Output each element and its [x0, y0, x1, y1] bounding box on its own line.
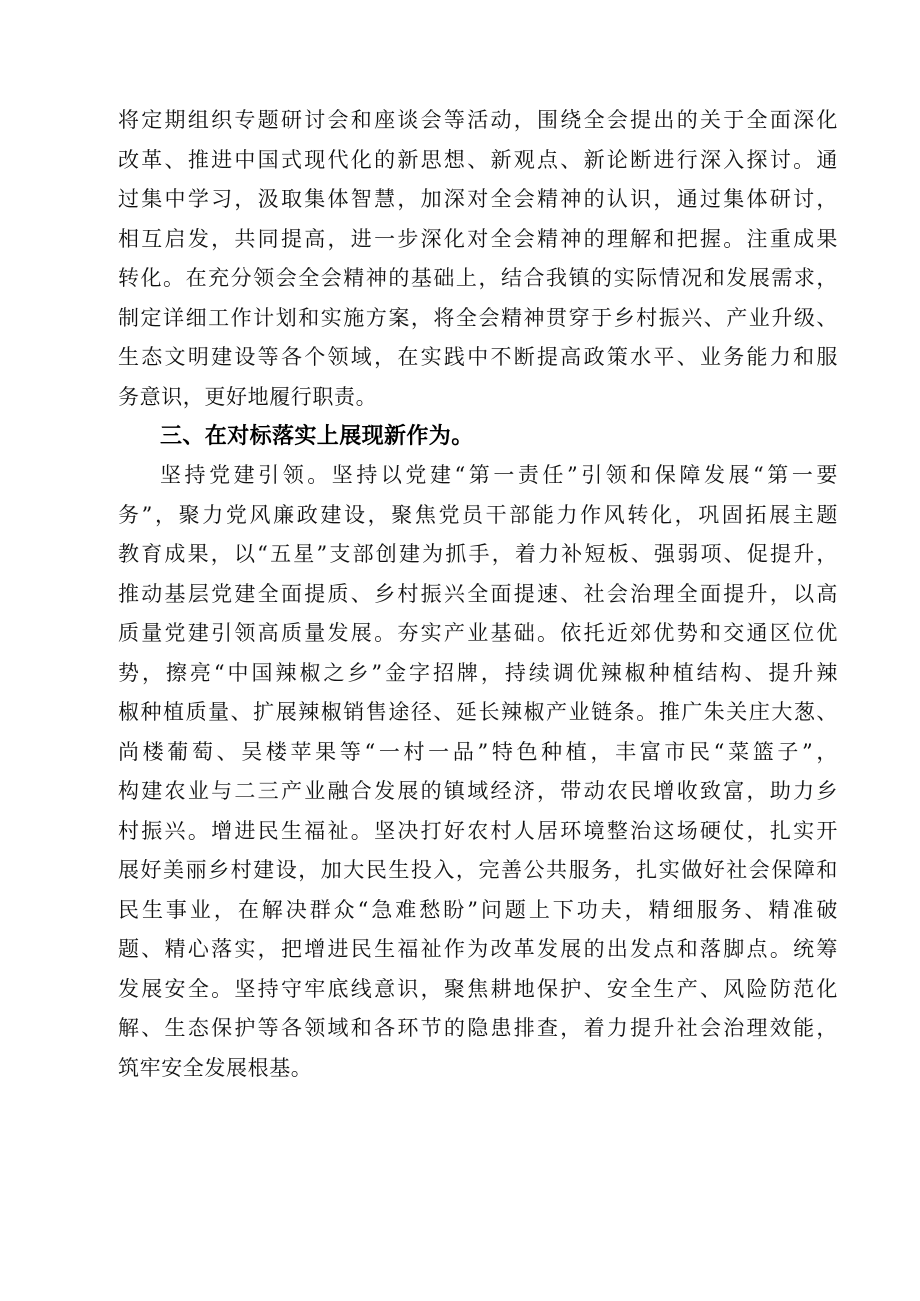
paragraph-line: 务意识，更好地履行职责。: [118, 385, 378, 409]
paragraph-line: 生态文明建设等各个领域，在实践中不断提高政策水平、业务能力和服: [118, 345, 838, 369]
paragraph-line: 转化。在充分领会全会精神的基础上，结合我镇的实际情况和发展需求，: [118, 266, 838, 290]
paragraph-line: 题、精心落实，把增进民生福祉作为改革发展的出发点和落脚点。统筹: [118, 937, 838, 961]
paragraph-line: 质量党建引领高质量发展。夯实产业基础。依托近郊优势和交通区位优: [118, 621, 838, 645]
paragraph-line: 民生事业，在解决群众“急难愁盼”问题上下功夫，精细服务、精准破: [118, 898, 838, 922]
paragraph-line: 将定期组织专题研讨会和座谈会等活动，围绕全会提出的关于全面深化: [118, 108, 838, 132]
paragraph-line: 展好美丽乡村建设，加大民生投入，完善公共服务，扎实做好社会保障和: [118, 858, 838, 882]
paragraph-line: 势，擦亮“中国辣椒之乡”金字招牌，持续调优辣椒种植结构、提升辣: [118, 661, 838, 685]
paragraph-line: 尚楼葡萄、吴楼苹果等“一村一品”特色种植，丰富市民“菜篮子”，: [118, 740, 838, 764]
paragraph-line: 推动基层党建全面提质、乡村振兴全面提速、社会治理全面提升，以高: [118, 582, 838, 606]
paragraph-line: 椒种植质量、扩展辣椒销售途径、延长辣椒产业链条。推广朱关庄大葱、: [118, 700, 838, 724]
paragraph-line: 教育成果，以“五星”支部创建为抓手，着力补短板、强弱项、促提升，: [118, 542, 838, 566]
paragraph-line: 构建农业与二三产业融合发展的镇域经济，带动农民增收致富，助力乡: [118, 779, 838, 803]
paragraph-line: 坚持党建引领。坚持以党建“第一责任”引领和保障发展“第一要: [160, 463, 838, 487]
paragraph-line: 过集中学习，汲取集体智慧，加深对全会精神的认识，通过集体研讨，: [118, 187, 838, 211]
paragraph-line: 发展安全。坚持守牢底线意识，聚焦耕地保护、安全生产、风险防范化: [118, 977, 838, 1001]
paragraph-line: 制定详细工作计划和实施方案，将全会精神贯穿于乡村振兴、产业升级、: [118, 306, 838, 330]
paragraph-line: 筑牢安全发展根基。: [118, 1056, 313, 1080]
paragraph-line: 相互启发，共同提高，进一步深化对全会精神的理解和把握。注重成果: [118, 227, 838, 251]
paragraph-line: 解、生态保护等各领域和各环节的隐患排查，着力提升社会治理效能，: [118, 1016, 838, 1040]
paragraph-line: 务”，聚力党风廉政建设，聚焦党员干部能力作风转化，巩固拓展主题: [118, 503, 838, 527]
paragraph-line: 改革、推进中国式现代化的新思想、新观点、新论断进行深入探讨。通: [118, 148, 838, 172]
section-heading: 三、在对标落实上展现新作为。: [160, 424, 474, 449]
paragraph-line: 村振兴。增进民生福祉。坚决打好农村人居环境整治这场硬仗，扎实开: [118, 819, 838, 843]
